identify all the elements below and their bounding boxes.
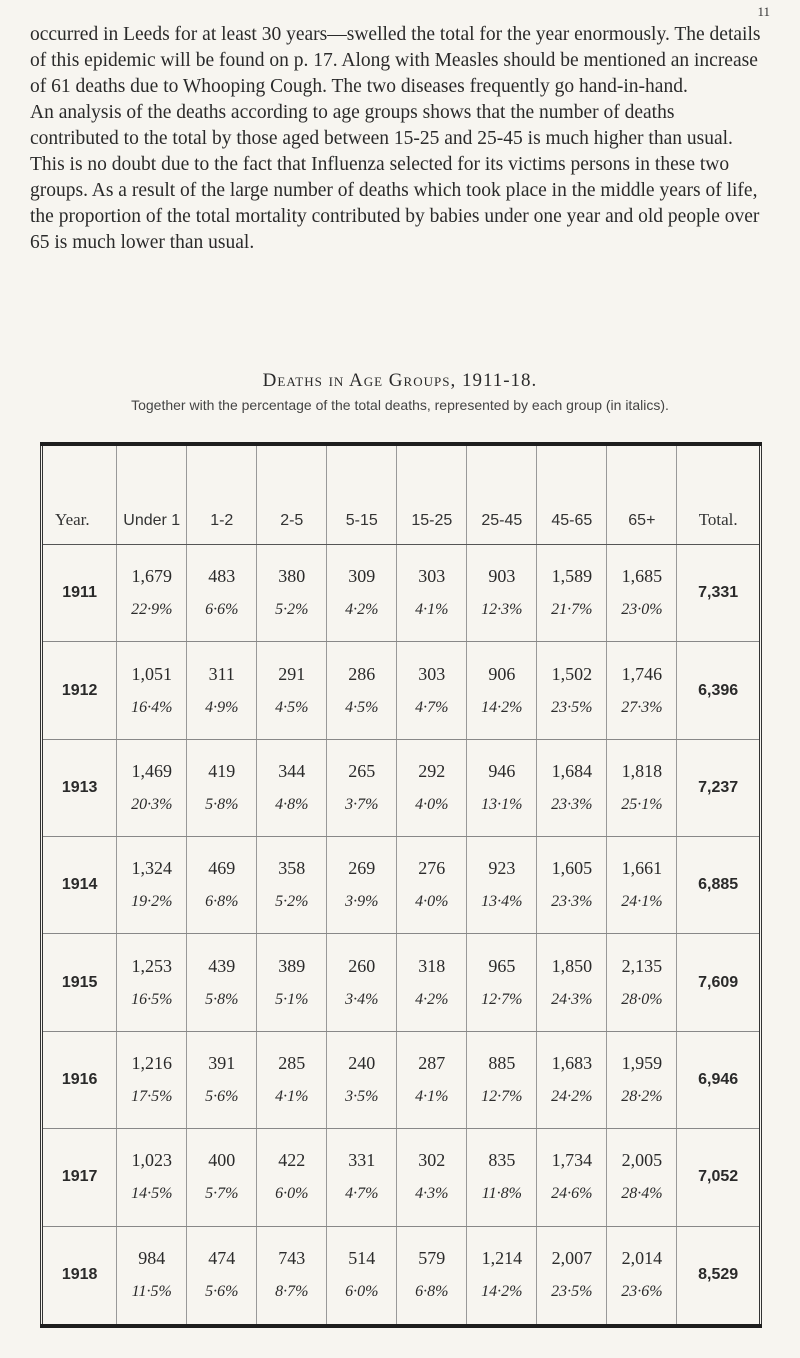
death-percentage: 3·5% bbox=[345, 1087, 379, 1105]
age-group-cell bbox=[327, 1129, 397, 1226]
death-count: 292 bbox=[418, 760, 446, 781]
paragraph: occurred in Leeds for at least 30 years—swelled the total for the year enormously. The details of this epidemic will be found on p. 17. Along with Measles should be mentioned an increase of 61 deaths due to Whooping Cough. The two diseases frequently go hand-in-hand. bbox=[30, 24, 761, 97]
death-count: 1,818 bbox=[621, 760, 663, 781]
age-group-cell bbox=[467, 1031, 537, 1128]
age-group-cell bbox=[327, 545, 397, 642]
death-percentage: 5·8% bbox=[205, 795, 239, 813]
table-row bbox=[42, 1129, 761, 1226]
death-percentage: 23·5% bbox=[551, 698, 593, 716]
death-percentage: 6·8% bbox=[415, 1283, 449, 1301]
death-percentage: 4·1% bbox=[275, 1087, 309, 1105]
age-group-cell bbox=[607, 545, 677, 642]
age-group-cell bbox=[117, 1031, 187, 1128]
row-year: 1916 bbox=[42, 1031, 117, 1128]
death-percentage: 5·6% bbox=[205, 1087, 239, 1105]
death-percentage: 4·0% bbox=[415, 795, 449, 813]
row-year: 1915 bbox=[42, 934, 117, 1031]
death-percentage: 13·4% bbox=[481, 893, 523, 911]
death-count: 1,023 bbox=[131, 1150, 172, 1171]
death-percentage: 5·2% bbox=[275, 893, 309, 911]
column-header: 25-45 bbox=[467, 444, 537, 545]
age-group-cell bbox=[467, 739, 537, 836]
death-count: 474 bbox=[208, 1248, 236, 1269]
death-count: 400 bbox=[208, 1150, 236, 1171]
death-count: 286 bbox=[348, 663, 376, 684]
death-percentage: 21·7% bbox=[551, 601, 593, 619]
table-row bbox=[42, 545, 761, 642]
column-header: 45-65 bbox=[537, 444, 607, 545]
death-count: 331 bbox=[348, 1150, 376, 1171]
death-count: 2,135 bbox=[621, 955, 663, 976]
death-count: 1,734 bbox=[551, 1150, 593, 1171]
death-percentage: 11·5% bbox=[131, 1283, 172, 1301]
age-group-cell bbox=[607, 934, 677, 1031]
death-percentage: 8·7% bbox=[275, 1283, 309, 1301]
row-year: 1911 bbox=[42, 545, 117, 642]
age-group-cell bbox=[467, 1226, 537, 1326]
death-percentage: 4·7% bbox=[415, 698, 449, 716]
age-group-cell bbox=[117, 642, 187, 739]
table-row bbox=[42, 739, 761, 836]
death-count: 265 bbox=[348, 760, 376, 781]
death-percentage: 24·6% bbox=[551, 1185, 593, 1203]
death-count: 2,007 bbox=[551, 1248, 593, 1269]
death-percentage: 16·5% bbox=[131, 990, 173, 1008]
death-count: 269 bbox=[348, 858, 376, 879]
death-percentage: 23·0% bbox=[621, 601, 663, 619]
age-group-cell bbox=[327, 1031, 397, 1128]
death-percentage: 3·7% bbox=[345, 795, 379, 813]
age-group-cell bbox=[537, 934, 607, 1031]
death-count: 260 bbox=[348, 955, 376, 976]
age-group-cell bbox=[327, 934, 397, 1031]
death-count: 1,214 bbox=[481, 1248, 523, 1269]
age-group-cell bbox=[187, 739, 257, 836]
age-group-cell bbox=[327, 642, 397, 739]
age-group-cell bbox=[467, 1129, 537, 1226]
death-percentage: 23·5% bbox=[551, 1283, 593, 1301]
death-count: 285 bbox=[278, 1052, 306, 1073]
death-percentage: 5·7% bbox=[205, 1185, 239, 1203]
age-group-cell bbox=[397, 837, 467, 934]
death-count: 1,605 bbox=[551, 858, 593, 879]
death-percentage: 23·3% bbox=[551, 795, 593, 813]
row-total: 7,331 bbox=[677, 545, 761, 642]
age-group-cell bbox=[117, 1226, 187, 1326]
death-percentage: 5·8% bbox=[205, 990, 239, 1008]
age-group-cell bbox=[397, 1129, 467, 1226]
death-count: 419 bbox=[208, 760, 236, 781]
death-count: 2,005 bbox=[621, 1150, 663, 1171]
age-group-cell bbox=[467, 545, 537, 642]
death-percentage: 5·6% bbox=[205, 1283, 239, 1301]
death-count: 1,216 bbox=[131, 1052, 172, 1073]
age-group-cell bbox=[187, 837, 257, 934]
death-percentage: 4·9% bbox=[205, 698, 239, 716]
age-group-cell bbox=[117, 1129, 187, 1226]
age-group-cell bbox=[607, 739, 677, 836]
age-group-cell bbox=[537, 739, 607, 836]
age-group-cell bbox=[397, 1226, 467, 1326]
death-count: 1,502 bbox=[551, 663, 593, 684]
death-percentage: 28·4% bbox=[621, 1185, 663, 1203]
age-group-cell bbox=[607, 642, 677, 739]
death-percentage: 20·3% bbox=[131, 795, 173, 813]
death-count: 287 bbox=[418, 1052, 446, 1073]
age-group-cell bbox=[257, 1129, 327, 1226]
column-header: Year. bbox=[42, 444, 117, 545]
column-header: 1-2 bbox=[187, 444, 257, 545]
death-count: 984 bbox=[138, 1248, 166, 1269]
column-header: Under 1 bbox=[117, 444, 187, 545]
age-group-cell bbox=[397, 934, 467, 1031]
death-count: 906 bbox=[488, 663, 516, 684]
death-percentage: 4·5% bbox=[275, 698, 309, 716]
death-percentage: 11·8% bbox=[481, 1185, 522, 1203]
death-percentage: 3·9% bbox=[345, 893, 379, 911]
column-header: 15-25 bbox=[397, 444, 467, 545]
column-header: 2-5 bbox=[257, 444, 327, 545]
death-percentage: 6·6% bbox=[205, 601, 239, 619]
age-group-cell bbox=[117, 545, 187, 642]
age-group-cell bbox=[117, 837, 187, 934]
death-count: 318 bbox=[418, 955, 446, 976]
table-row bbox=[42, 642, 761, 739]
table-row bbox=[42, 1031, 761, 1128]
age-group-cell bbox=[327, 1226, 397, 1326]
deaths-by-age-table bbox=[40, 442, 762, 1328]
death-count: 311 bbox=[208, 663, 235, 684]
age-group-cell bbox=[607, 1031, 677, 1128]
death-percentage: 3·4% bbox=[345, 990, 379, 1008]
death-count: 1,589 bbox=[551, 566, 593, 587]
age-group-cell bbox=[257, 934, 327, 1031]
age-group-cell bbox=[257, 739, 327, 836]
death-percentage: 4·7% bbox=[345, 1185, 379, 1203]
table-header-row bbox=[42, 444, 761, 545]
column-header: 65+ bbox=[607, 444, 677, 545]
section-title: Deaths in Age Groups, 1911-18. bbox=[262, 370, 538, 391]
death-count: 1,253 bbox=[131, 955, 172, 976]
death-percentage: 4·5% bbox=[345, 698, 379, 716]
death-percentage: 4·2% bbox=[345, 601, 379, 619]
age-group-cell bbox=[257, 545, 327, 642]
death-percentage: 12·7% bbox=[481, 990, 523, 1008]
death-count: 303 bbox=[418, 566, 446, 587]
death-percentage: 23·3% bbox=[551, 893, 593, 911]
age-group-cell bbox=[607, 1129, 677, 1226]
death-count: 483 bbox=[208, 566, 236, 587]
death-count: 1,469 bbox=[131, 760, 172, 781]
age-group-cell bbox=[397, 545, 467, 642]
death-percentage: 4·2% bbox=[415, 990, 449, 1008]
death-percentage: 5·1% bbox=[275, 990, 309, 1008]
death-count: 439 bbox=[208, 955, 236, 976]
age-group-cell bbox=[187, 642, 257, 739]
death-count: 1,746 bbox=[621, 663, 663, 684]
row-year: 1918 bbox=[42, 1226, 117, 1326]
death-count: 469 bbox=[208, 858, 236, 879]
age-group-cell bbox=[537, 642, 607, 739]
death-count: 240 bbox=[348, 1052, 376, 1073]
death-percentage: 6·0% bbox=[345, 1283, 379, 1301]
death-percentage: 17·5% bbox=[131, 1087, 173, 1105]
death-count: 1,324 bbox=[131, 858, 172, 879]
death-percentage: 5·2% bbox=[275, 601, 309, 619]
row-year: 1912 bbox=[42, 642, 117, 739]
death-count: 965 bbox=[488, 955, 516, 976]
death-percentage: 25·1% bbox=[621, 795, 663, 813]
death-percentage: 22·9% bbox=[131, 601, 173, 619]
table-row bbox=[42, 837, 761, 934]
death-percentage: 12·7% bbox=[481, 1087, 523, 1105]
death-count: 391 bbox=[208, 1052, 236, 1073]
age-group-cell bbox=[117, 934, 187, 1031]
death-count: 514 bbox=[348, 1248, 376, 1269]
age-group-cell bbox=[467, 934, 537, 1031]
death-percentage: 28·2% bbox=[621, 1087, 663, 1105]
row-total: 8,529 bbox=[677, 1226, 761, 1326]
age-group-cell bbox=[397, 739, 467, 836]
death-count: 903 bbox=[488, 566, 516, 587]
age-group-cell bbox=[117, 739, 187, 836]
death-count: 946 bbox=[488, 760, 516, 781]
age-group-cell bbox=[187, 1226, 257, 1326]
death-count: 1,685 bbox=[621, 566, 663, 587]
death-count: 1,051 bbox=[131, 663, 172, 684]
death-percentage: 14·5% bbox=[131, 1185, 173, 1203]
age-group-cell bbox=[537, 837, 607, 934]
row-total: 7,609 bbox=[677, 934, 761, 1031]
death-percentage: 23·6% bbox=[621, 1283, 663, 1301]
age-group-cell bbox=[257, 642, 327, 739]
row-total: 6,396 bbox=[677, 642, 761, 739]
page-number: 11 bbox=[757, 4, 770, 19]
death-percentage: 14·2% bbox=[481, 1283, 523, 1301]
age-group-cell bbox=[327, 837, 397, 934]
death-count: 1,850 bbox=[551, 955, 593, 976]
table-row bbox=[42, 1226, 761, 1326]
death-percentage: 4·3% bbox=[415, 1185, 449, 1203]
death-percentage: 13·1% bbox=[481, 795, 523, 813]
age-group-cell bbox=[327, 739, 397, 836]
age-group-cell bbox=[257, 1031, 327, 1128]
death-percentage: 4·1% bbox=[415, 1087, 449, 1105]
death-count: 1,959 bbox=[621, 1052, 663, 1073]
death-count: 579 bbox=[418, 1248, 446, 1269]
death-count: 1,684 bbox=[551, 760, 593, 781]
death-count: 422 bbox=[278, 1150, 306, 1171]
death-percentage: 14·2% bbox=[481, 698, 523, 716]
body-text bbox=[30, 22, 768, 256]
death-count: 1,679 bbox=[131, 566, 172, 587]
age-group-cell bbox=[187, 1031, 257, 1128]
age-group-cell bbox=[257, 1226, 327, 1326]
death-count: 344 bbox=[278, 760, 306, 781]
age-group-cell bbox=[187, 934, 257, 1031]
age-group-cell bbox=[187, 1129, 257, 1226]
age-group-cell bbox=[607, 1226, 677, 1326]
death-count: 1,661 bbox=[621, 858, 663, 879]
death-count: 303 bbox=[418, 663, 446, 684]
death-percentage: 4·8% bbox=[275, 795, 309, 813]
age-group-cell bbox=[537, 1129, 607, 1226]
death-percentage: 12·3% bbox=[481, 601, 523, 619]
death-count: 302 bbox=[418, 1150, 446, 1171]
death-percentage: 24·2% bbox=[551, 1087, 593, 1105]
age-group-cell bbox=[467, 837, 537, 934]
death-percentage: 6·8% bbox=[205, 893, 239, 911]
death-percentage: 4·1% bbox=[415, 601, 449, 619]
age-group-cell bbox=[537, 1031, 607, 1128]
age-group-cell bbox=[257, 837, 327, 934]
row-total: 6,946 bbox=[677, 1031, 761, 1128]
paragraph: An analysis of the deaths according to age groups shows that the number of deaths contributed to the total by those aged between 15-25 and 25-45 is much higher than usual. This is no doubt due to the fact that Influenza selected for its victims persons in these two groups. As a result of the large number of deaths which took place in the middle years of life, the proportion of the total mortality contributed by babies under one year and old people over 65 is much lower than usual. bbox=[30, 102, 760, 253]
age-group-cell bbox=[467, 642, 537, 739]
death-count: 885 bbox=[488, 1052, 516, 1073]
row-total: 7,052 bbox=[677, 1129, 761, 1226]
death-count: 309 bbox=[348, 566, 376, 587]
death-percentage: 16·4% bbox=[131, 698, 173, 716]
death-percentage: 24·1% bbox=[621, 893, 663, 911]
age-group-cell bbox=[537, 1226, 607, 1326]
age-group-cell bbox=[397, 1031, 467, 1128]
death-percentage: 24·3% bbox=[551, 990, 593, 1008]
age-group-cell bbox=[607, 837, 677, 934]
column-header: Total. bbox=[677, 444, 761, 545]
death-count: 358 bbox=[278, 858, 306, 879]
row-year: 1914 bbox=[42, 837, 117, 934]
row-year: 1917 bbox=[42, 1129, 117, 1226]
death-percentage: 4·0% bbox=[415, 893, 449, 911]
row-total: 7,237 bbox=[677, 739, 761, 836]
death-percentage: 27·3% bbox=[621, 698, 663, 716]
table-row bbox=[42, 934, 761, 1031]
age-group-cell bbox=[397, 642, 467, 739]
row-total: 6,885 bbox=[677, 837, 761, 934]
age-group-cell bbox=[537, 545, 607, 642]
death-count: 2,014 bbox=[621, 1248, 663, 1269]
section-subtitle: Together with the percentage of the total deaths, represented by each group (in italics). bbox=[131, 397, 669, 413]
death-count: 835 bbox=[488, 1150, 516, 1171]
death-count: 291 bbox=[278, 663, 306, 684]
death-count: 923 bbox=[488, 858, 516, 879]
death-percentage: 28·0% bbox=[621, 990, 663, 1008]
death-count: 380 bbox=[278, 566, 306, 587]
death-count: 743 bbox=[278, 1248, 306, 1269]
age-group-cell bbox=[187, 545, 257, 642]
row-year: 1913 bbox=[42, 739, 117, 836]
death-count: 1,683 bbox=[551, 1052, 593, 1073]
death-percentage: 19·2% bbox=[131, 893, 173, 911]
column-header: 5-15 bbox=[327, 444, 397, 545]
death-count: 276 bbox=[418, 858, 446, 879]
death-percentage: 6·0% bbox=[275, 1185, 309, 1203]
death-count: 389 bbox=[278, 955, 306, 976]
